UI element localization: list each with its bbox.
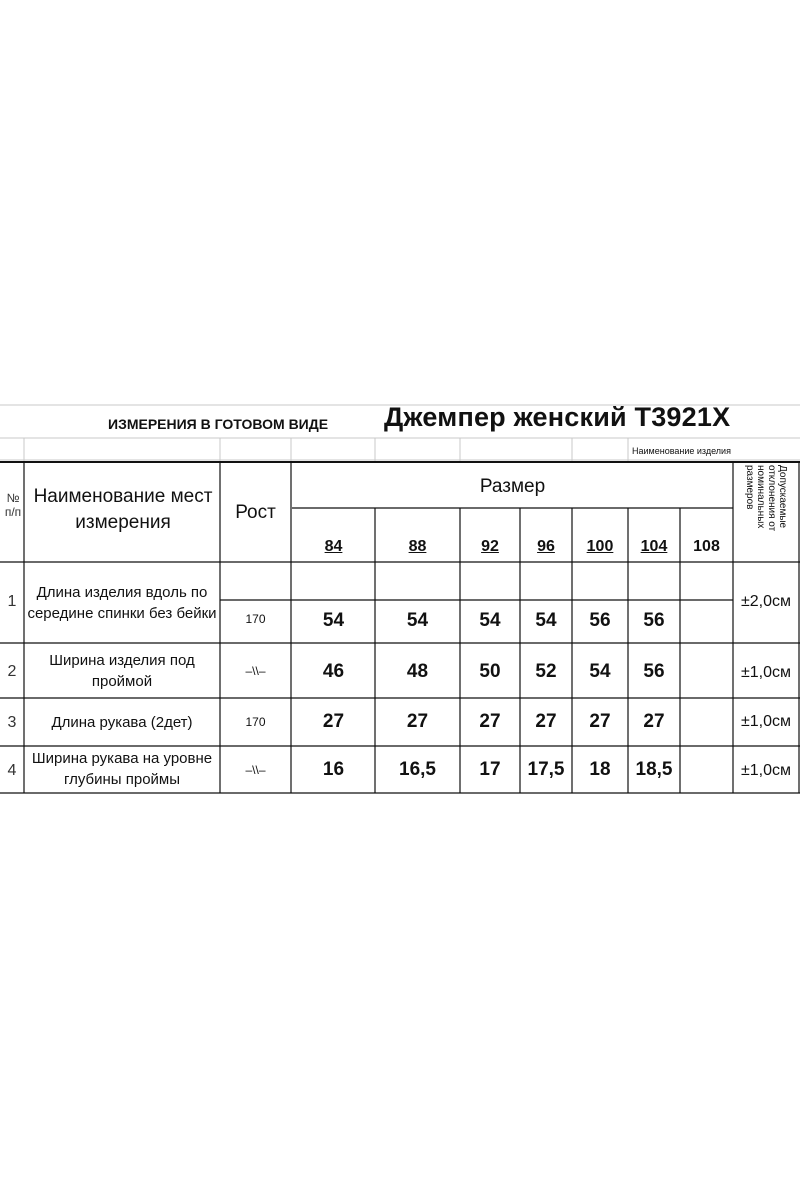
size-88: 88 bbox=[408, 538, 427, 555]
size-108: 108 bbox=[693, 538, 720, 555]
row-1-value-88: 54 bbox=[406, 610, 429, 631]
row-2-number: 2 bbox=[7, 663, 17, 680]
size-84: 84 bbox=[324, 538, 343, 555]
row-2-value-84: 46 bbox=[322, 661, 345, 682]
row-4-value-100: 18 bbox=[589, 759, 611, 780]
row-2-value-100: 54 bbox=[589, 661, 611, 682]
row-4-number: 4 bbox=[7, 762, 17, 779]
row-2-tolerance: ±1,0см bbox=[740, 664, 792, 681]
row-1-value-100: 56 bbox=[589, 610, 611, 631]
row-2-name: Ширина изделия под проймой bbox=[49, 652, 195, 690]
size-104: 104 bbox=[640, 538, 668, 555]
row-2-height: –\\– bbox=[245, 664, 266, 678]
row-2-value-104: 56 bbox=[643, 661, 665, 682]
product-name: Джемпер женский Т3921Х bbox=[384, 402, 731, 432]
measurements-title: ИЗМЕРЕНИЯ В ГОТОВОМ ВИДЕ bbox=[108, 416, 329, 432]
row-1-value-84: 54 bbox=[322, 610, 345, 631]
row-1-number: 1 bbox=[7, 593, 17, 610]
row-3-value-92: 27 bbox=[479, 711, 501, 732]
row-3-value-84: 27 bbox=[322, 711, 345, 732]
row-1-height: 170 bbox=[245, 612, 266, 626]
header-size: Размер bbox=[479, 476, 546, 497]
header-height: Рост bbox=[235, 502, 276, 523]
row-3-tolerance: ±1,0см bbox=[740, 713, 792, 730]
row-4-tolerance: ±1,0см bbox=[740, 762, 792, 779]
header-tolerance-label: Допускаемые отклонения от номинальных размеров bbox=[744, 465, 788, 532]
header-name: Наименование мест измерения bbox=[33, 486, 213, 533]
row-1-value-96: 54 bbox=[535, 610, 557, 631]
row-3-value-100: 27 bbox=[589, 711, 611, 732]
row-3-number: 3 bbox=[7, 714, 17, 731]
row-4-value-88: 16,5 bbox=[399, 759, 436, 780]
row-1-value-104: 56 bbox=[643, 610, 665, 631]
row-4-value-104: 18,5 bbox=[635, 759, 673, 780]
row-4-value-96: 17,5 bbox=[527, 759, 565, 780]
row-2-value-88: 48 bbox=[406, 661, 429, 682]
size-92: 92 bbox=[481, 538, 499, 555]
row-4-height: –\\– bbox=[245, 763, 266, 777]
row-3-height: 170 bbox=[245, 715, 266, 729]
row-1-tolerance: ±2,0см bbox=[740, 593, 792, 610]
row-4-value-84: 16 bbox=[322, 759, 345, 780]
product-caption: Наименование изделия bbox=[632, 446, 731, 456]
row-3-value-96: 27 bbox=[535, 711, 557, 732]
row-3-value-88: 27 bbox=[406, 711, 429, 732]
row-4-value-92: 17 bbox=[479, 759, 501, 780]
header-tolerance bbox=[738, 462, 794, 558]
row-3-name: Длина рукава (2дет) bbox=[51, 714, 193, 731]
row-3-value-104: 27 bbox=[643, 711, 665, 732]
header-number: № п/п bbox=[4, 491, 22, 519]
row-2-value-96: 52 bbox=[535, 661, 557, 682]
row-1-name: Длина изделия вдоль по середине спинки без бейки bbox=[27, 584, 217, 622]
size-96: 96 bbox=[537, 538, 555, 555]
size-100: 100 bbox=[586, 538, 614, 555]
row-4-name: Ширина рукава на уровне глубины проймы bbox=[31, 750, 213, 788]
row-2-value-92: 50 bbox=[479, 661, 501, 682]
row-1-value-92: 54 bbox=[479, 610, 501, 631]
measurement-sheet bbox=[0, 400, 800, 795]
